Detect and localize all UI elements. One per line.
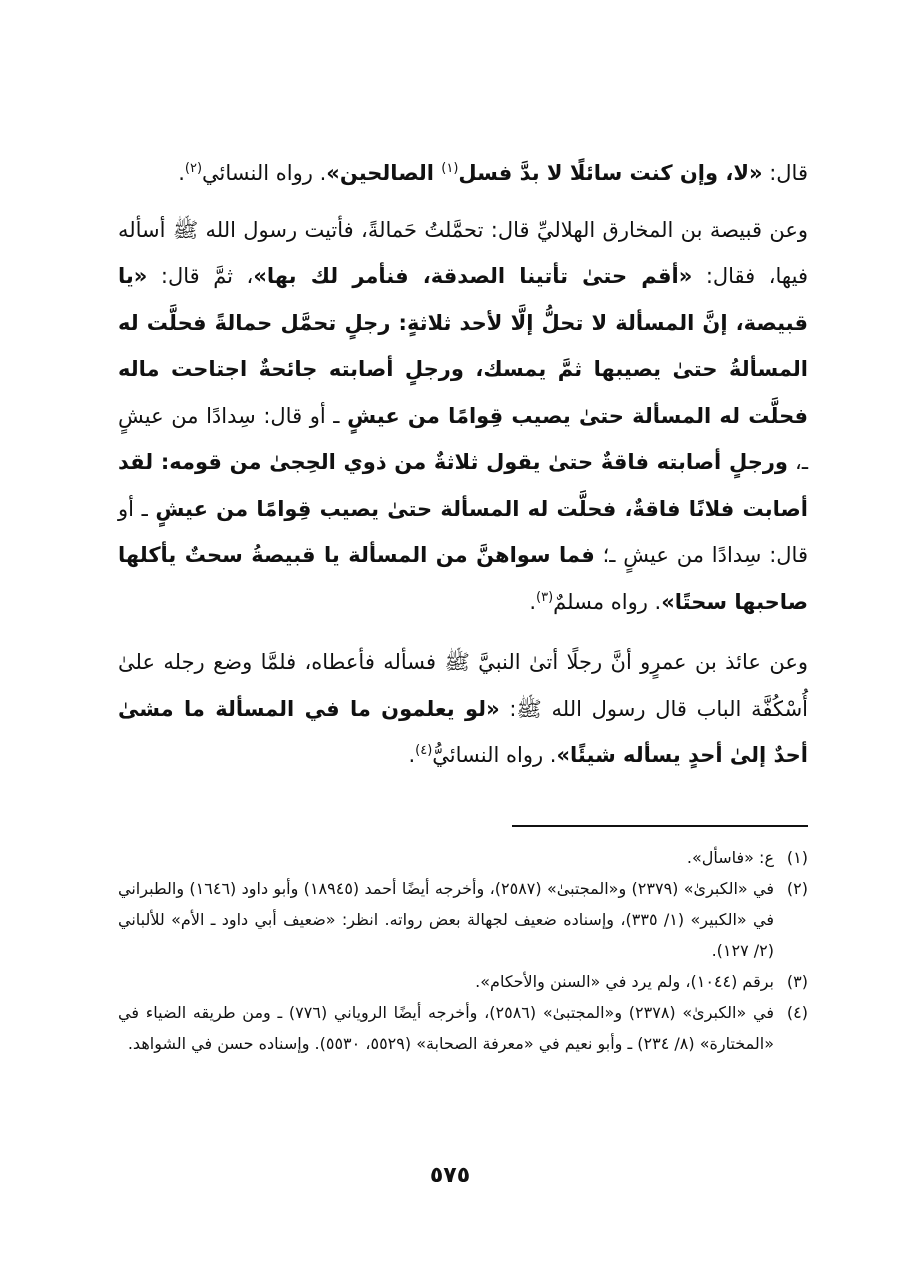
footnote-ref: (١) xyxy=(441,161,459,176)
hadith-quote: ورجلٍ أصابته فاقةٌ حتىٰ يقول ثلاثةٌ من ذوي الحِجىٰ من قومه: لقد أصابت فلانًا فاقةٌ، فحلَّت له المسألة حتىٰ يصيب قِوامًا من عيشٍ xyxy=(118,450,808,521)
footnote xyxy=(118,966,808,997)
text-run: وعن قبيصة بن المخارق الهلاليِّ قال: تحمَّلتُ حَمالةً، فأتيت رسول الله ﷺ أسأله فيها، فقال: xyxy=(118,217,808,288)
page-number: ٥٧٥ xyxy=(429,1163,471,1188)
text-run: . رواه النسائي xyxy=(202,161,327,185)
footnote xyxy=(118,873,808,966)
footnote-ref: (٢) xyxy=(184,161,203,176)
text-run: . xyxy=(408,743,416,767)
footnote xyxy=(118,842,808,873)
footnote-text: برقم (١٠٤٤)، ولم يرد في «السنن والأحكام». xyxy=(475,972,774,991)
paragraph xyxy=(118,207,808,626)
footnote-number: (٣) xyxy=(786,972,808,991)
footnote-separator xyxy=(512,825,808,827)
footnote-text: ع: «فاسأل». xyxy=(686,848,774,867)
hadith-quote: «أقم حتىٰ تأتينا الصدقة، فنأمر لك بها» xyxy=(253,264,693,288)
hadith-quote: فما سواهنَّ من المسألة يا قبيصةُ سحتٌ يأكلها صاحبها سحتًا» xyxy=(118,543,808,614)
text-run: ، ثمَّ قال: xyxy=(147,264,254,288)
text-run: . xyxy=(178,161,185,185)
text-run: . xyxy=(529,589,537,614)
footnote-ref: (٣) xyxy=(536,589,554,605)
text-run: وعن عائذ بن عمرٍو أنَّ رجلًا أتىٰ النبيَّ ﷺ فسأله فأعطاه، فلمَّا وضع رجله علىٰ أُسْكُفَّة الباب قال رسول الله ﷺ: xyxy=(118,650,809,721)
footnote-ref: (٤) xyxy=(415,743,433,758)
text-run: ـ أو قال: سِدادًا من عيشٍ ـ؛ xyxy=(118,496,808,567)
main-text xyxy=(118,150,808,793)
hadith-quote: «لو يعلمون ما في المسألة ما مشىٰ أحدٌ إلىٰ أحدٍ يسأله شيئًا» xyxy=(118,696,808,767)
text-run: . رواه النسائيُّ xyxy=(432,743,557,767)
paragraph xyxy=(118,639,808,779)
paragraph xyxy=(118,150,808,197)
footnote-number: (٤) xyxy=(786,1003,808,1022)
text-run: قال: xyxy=(762,161,808,185)
footnote-number: (١) xyxy=(786,848,808,867)
hadith-quote: «لا، وإن كنت سائلًا لا بدَّ فسل xyxy=(458,161,763,185)
footnote-text: في «الكبرىٰ» (٢٣٧٨) و«المجتبىٰ» (٢٥٨٦)، وأخرجه أيضًا الروياني (٧٧٦) ـ ومن طريقه الضياء في «المختارة» (٨/ ٢٣٤) ـ وأبو نعيم في «معرفة الصحابة» (٥٥٢٩، ٥٥٣٠). وإسناده حسن في الشواهد. xyxy=(118,1003,775,1053)
text-run: . رواه مسلمٌ xyxy=(553,589,662,614)
footnote xyxy=(118,997,808,1059)
footnote-number: (٢) xyxy=(786,879,808,898)
footnotes xyxy=(118,842,808,1059)
text-run: ـ أو قال: سِدادًا من عيشٍ ـ، xyxy=(118,403,808,474)
hadith-quote: «يا قبيصة، إنَّ المسألة لا تحلُّ إلَّا لأحد ثلاثةٍ: رجلٍ تحمَّل حمالةً فحلَّت له المسألةُ حتىٰ يصيبها ثمَّ يمسك، ورجلٍ أصابته جائحةٌ اجتاحت ماله فحلَّت له المسألة حتىٰ يصيب قِوامًا من عيشٍ xyxy=(118,264,808,428)
hadith-quote: الصالحين» xyxy=(326,161,442,185)
footnote-text: في «الكبرىٰ» (٢٣٧٩) و«المجتبىٰ» (٢٥٨٧)، وأخرجه أيضًا أحمد (١٨٩٤٥) وأبو داود (١٦٤٦) والطبراني في «الكبير» (١/ ٣٣٥)، وإسناده ضعيف لجهالة بعض رواته. انظر: «ضعيف أبي داود ـ الأم» للألباني (٢/ ١٢٧). xyxy=(118,879,775,960)
